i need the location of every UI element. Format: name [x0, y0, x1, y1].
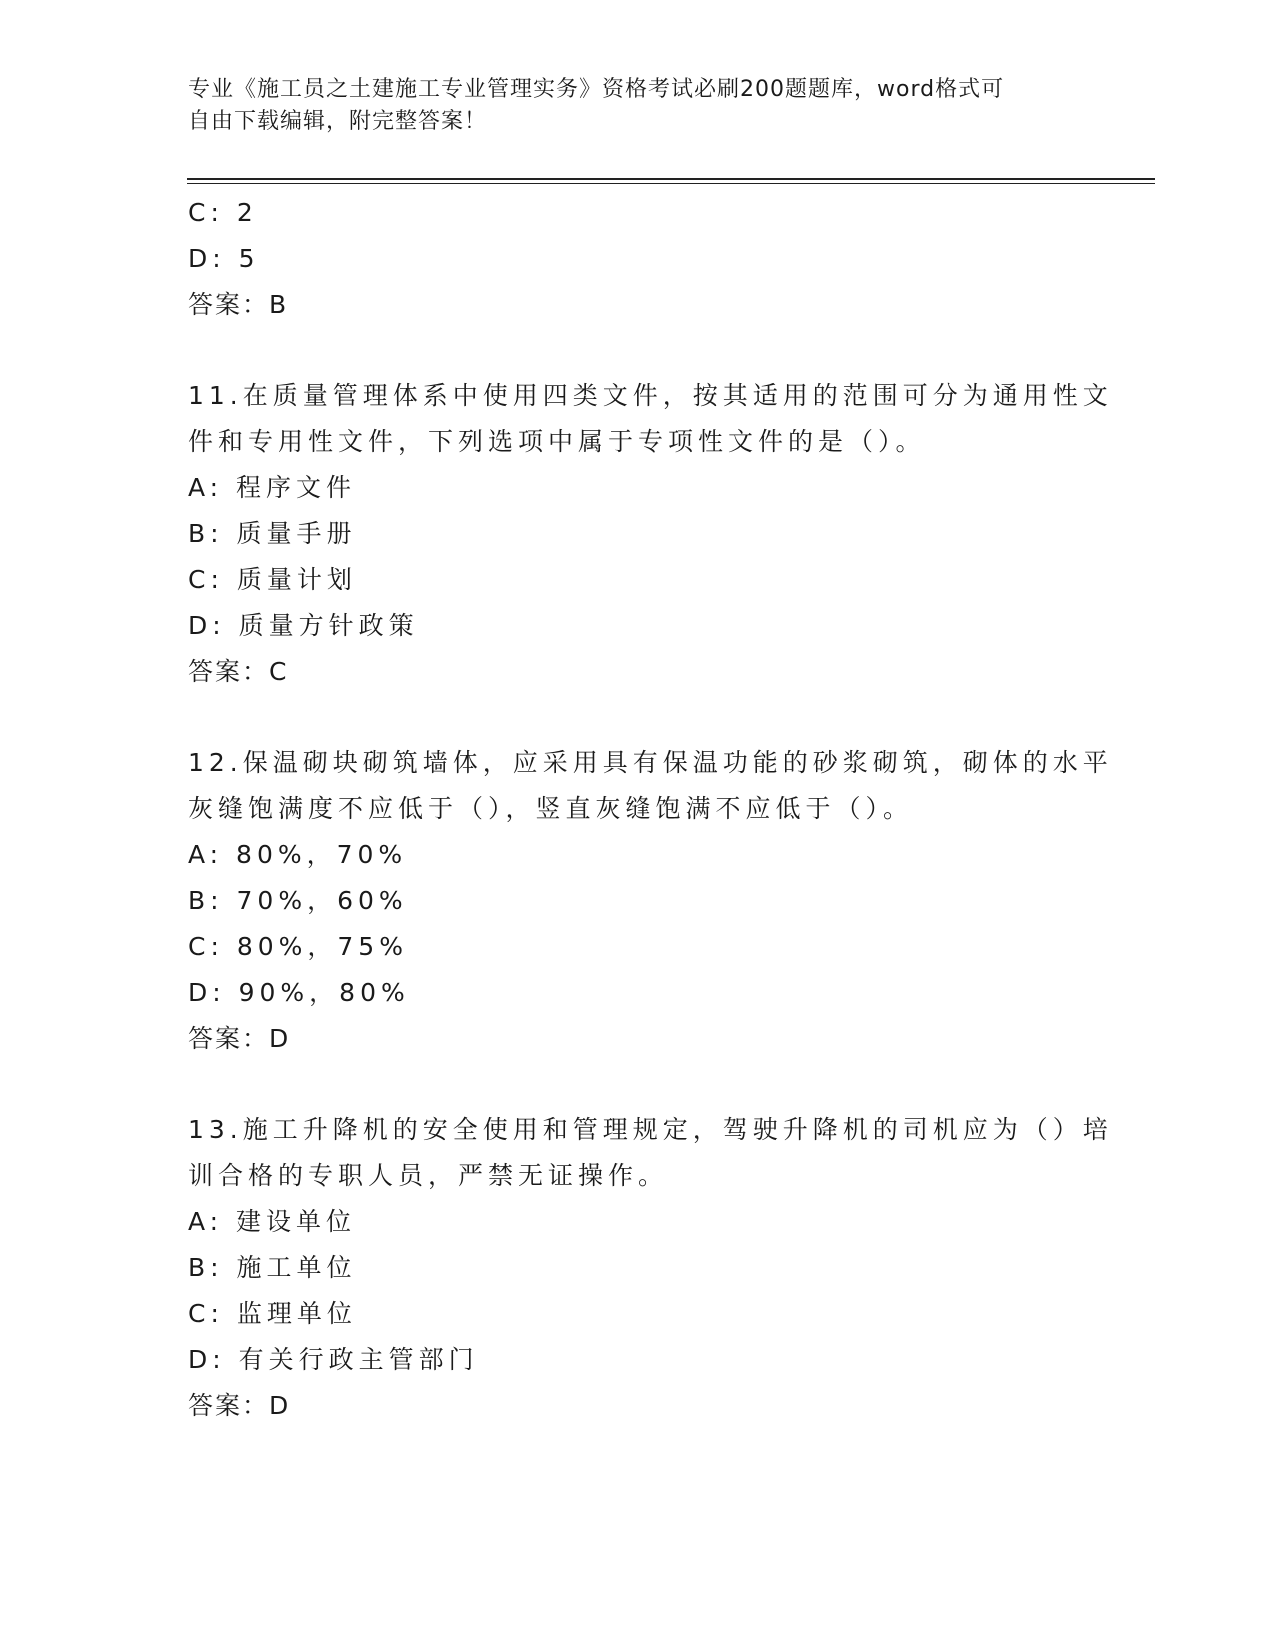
spacer	[188, 328, 1088, 373]
question-block-12	[188, 740, 1113, 1062]
question-text-line-1: 11.在质量管理体系中使用四类文件，按其适用的范围可分为通用性文	[188, 381, 1113, 410]
header-title-line-2: 自由下载编辑，附完整答案！	[188, 109, 488, 134]
header-divider-thin	[187, 183, 1155, 184]
question-block-13	[188, 1107, 1113, 1429]
spacer	[188, 695, 1088, 740]
question-block-10	[188, 190, 1088, 328]
spacer	[188, 1062, 1088, 1107]
option-b: B: 质量手册	[188, 519, 357, 548]
option-a: A: 程序文件	[188, 473, 357, 502]
question-text-line-2: 件和专用性文件，下列选项中属于专项性文件的是（）。	[188, 427, 926, 456]
option-c: C: 监理单位	[188, 1299, 357, 1328]
option-b: B: 施工单位	[188, 1253, 357, 1282]
option-d: D: 90%，80%	[188, 978, 410, 1007]
option-d: D: 5	[188, 244, 260, 273]
option-c: C: 80%，75%	[188, 932, 408, 961]
option-c: C: 质量计划	[188, 565, 357, 594]
question-text-line-2: 训合格的专职人员，严禁无证操作。	[188, 1161, 669, 1190]
question-content	[188, 190, 1113, 1429]
header-divider-thick	[187, 178, 1155, 180]
header-title-line-1: 专业《施工员之土建施工专业管理实务》资格考试必刷200题题库，word格式可	[188, 77, 1005, 102]
option-d: D: 质量方针政策	[188, 611, 419, 640]
answer-label: 答案：D	[188, 1024, 291, 1053]
option-a: A: 80%，70%	[188, 840, 408, 869]
option-c: C: 2	[188, 198, 258, 227]
question-block-11	[188, 373, 1113, 695]
option-d: D: 有关行政主管部门	[188, 1345, 479, 1374]
answer-label: 答案：C	[188, 657, 289, 686]
option-a: A: 建设单位	[188, 1207, 357, 1236]
option-b: B: 70%，60%	[188, 886, 408, 915]
question-text-line-2: 灰缝饱满度不应低于（），竖直灰缝饱满不应低于（）。	[188, 794, 914, 823]
answer-label: 答案：D	[188, 1391, 291, 1420]
answer-label: 答案：B	[188, 290, 289, 319]
question-text-line-1: 12.保温砌块砌筑墙体，应采用具有保温功能的砂浆砌筑，砌体的水平	[188, 748, 1113, 777]
page-header	[188, 74, 1068, 138]
question-text-line-1: 13.施工升降机的安全使用和管理规定，驾驶升降机的司机应为（）培	[188, 1115, 1113, 1144]
